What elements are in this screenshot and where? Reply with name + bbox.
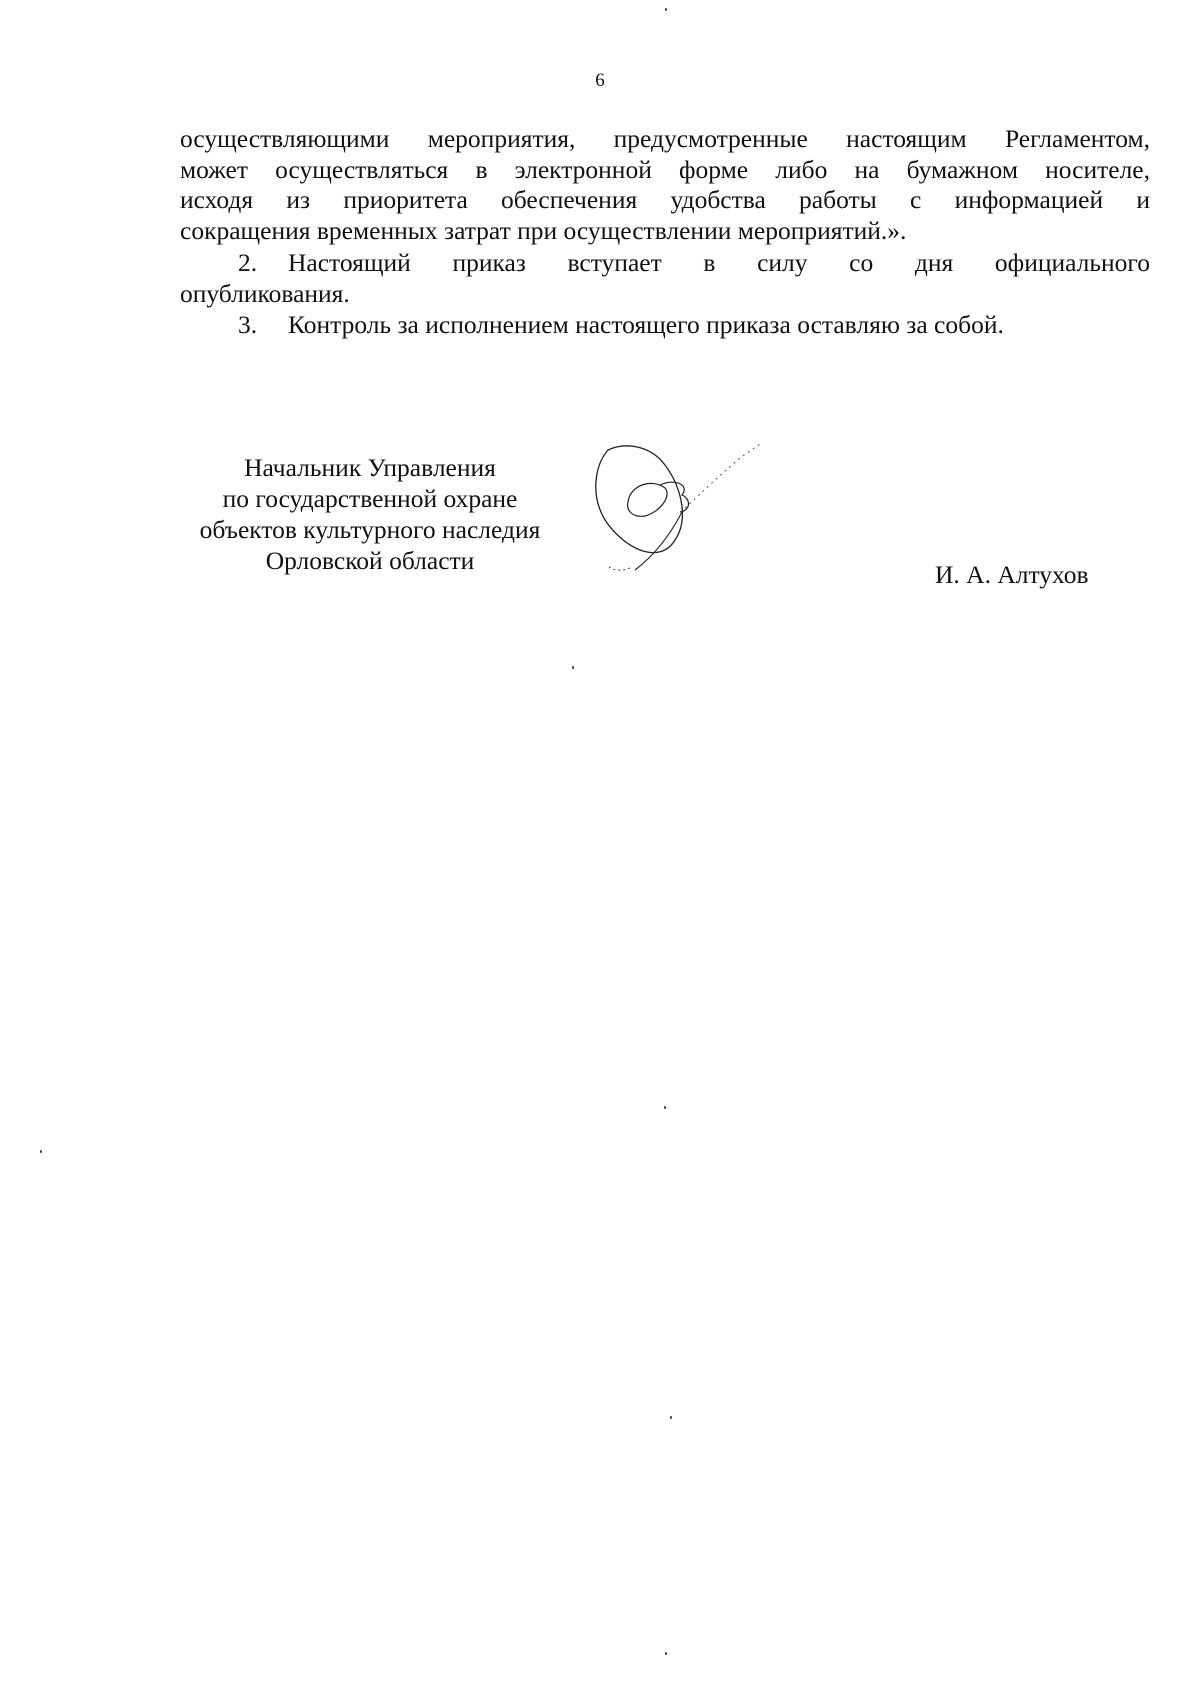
scan-speck: [665, 8, 667, 11]
list-item-3: [180, 310, 1150, 341]
signer-position-line: Начальник Управления: [244, 453, 496, 482]
signer-position-line: объектов культурного наследия: [199, 515, 541, 544]
handwritten-signature: [590, 440, 820, 590]
scan-speck: [670, 1416, 672, 1419]
list-item-line: [180, 310, 1150, 341]
list-item-2: [180, 248, 1150, 309]
signer-position: [170, 452, 570, 576]
paragraph-line: осуществляющими мероприятия, предусмотренные настоящим Регламентом,: [180, 124, 1150, 153]
list-item-number: 3.: [238, 310, 258, 339]
scan-speck: [664, 1106, 666, 1109]
list-item-line: опубликования.: [180, 278, 350, 308]
signer-position-line: Орловской области: [265, 546, 475, 575]
list-item-text: Контроль за исполнением настоящего приказа оставляю за собой.: [288, 310, 1004, 339]
list-item-line: [180, 248, 1150, 279]
signer-position-line: по государственной охране: [222, 484, 518, 513]
list-item-text: Настоящий приказ вступает в силу со дня официального: [288, 248, 1150, 277]
paragraph-line: сокращения временных затрат при осуществлении мероприятий.».: [180, 215, 907, 245]
scan-speck: [572, 666, 574, 669]
page-number: 6: [595, 70, 605, 91]
paragraph-continuation: [180, 124, 1150, 246]
scan-speck: [40, 1150, 42, 1153]
scan-speck: [665, 1652, 667, 1655]
signer-name: И. А. Алтухов: [935, 560, 1089, 589]
paragraph-line: может осуществляться в электронной форме либо на бумажном носителе,: [180, 154, 1150, 184]
paragraph-line: исходя из приоритета обеспечения удобства работы с информацией и: [180, 185, 1150, 214]
list-item-number: 2.: [238, 248, 258, 277]
